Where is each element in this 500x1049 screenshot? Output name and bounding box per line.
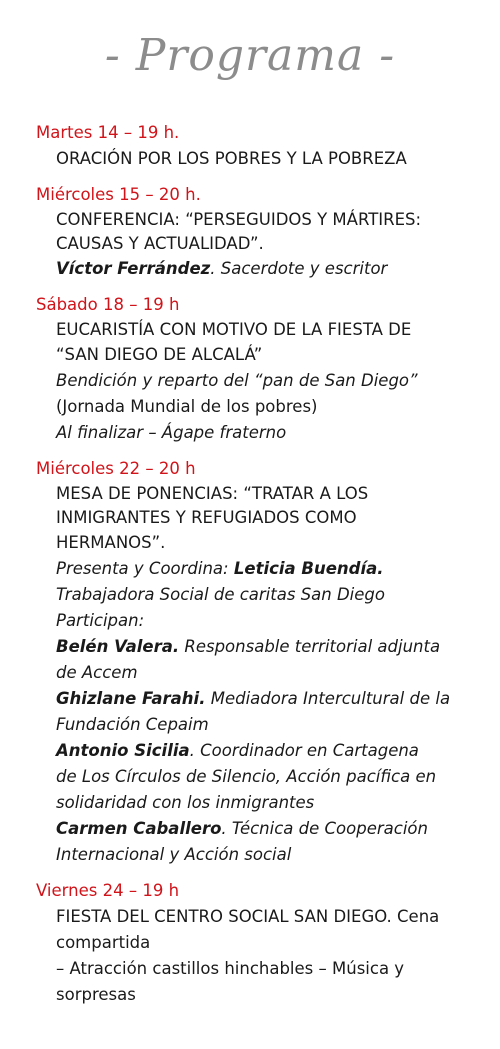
participant-name: Antonio Sicilia (56, 741, 190, 760)
participant-line (56, 686, 476, 712)
participant-role: Mediadora Intercultural de la (205, 689, 451, 708)
participant-role: . Coordinador en Cartagena (189, 741, 419, 760)
event-title-line: INMIGRANTES Y REFUGIADOS COMO (56, 508, 357, 527)
event-note: (Jornada Mundial de los pobres) (56, 397, 318, 416)
event-date: Miércoles 22 – 20 h (36, 459, 196, 478)
participant-line (56, 738, 476, 764)
speaker-name: Víctor Ferrández (56, 259, 211, 278)
event-date: Miércoles 15 – 20 h. (36, 185, 201, 204)
event-presenter (56, 556, 476, 582)
participant-role-cont: Fundación Cepaim (56, 715, 209, 734)
event-title: ORACIÓN POR LOS POBRES Y LA POBREZA (56, 149, 407, 168)
program-list (36, 120, 476, 1018)
presenter-role: Trabajadora Social de caritas San Diego (56, 585, 385, 604)
speaker-role: . Sacerdote y escritor (210, 259, 388, 278)
participant-role-cont: de Accem (56, 663, 138, 682)
participant-role-cont: solidaridad con los inmigrantes (56, 793, 315, 812)
participant-role-cont: de Los Círculos de Silencio, Acción pacífica en (56, 767, 437, 786)
participant-line (56, 634, 476, 660)
event-date: Viernes 24 – 19 h (36, 881, 180, 900)
event-miercoles-22 (36, 456, 476, 868)
event-date: Martes 14 – 19 h. (36, 123, 180, 142)
event-miercoles-15 (36, 182, 476, 282)
event-title-line: CAUSAS Y ACTUALIDAD”. (56, 234, 264, 253)
participant-name: Carmen Caballero (56, 819, 222, 838)
participants-label: Participan: (56, 611, 145, 630)
event-note: Bendición y reparto del “pan de San Diego” (56, 371, 418, 390)
event-date: Sábado 18 – 19 h (36, 295, 180, 314)
event-title-line: – Atracción castillos hinchables – Música y (56, 959, 405, 978)
event-title-line: CONFERENCIA: “PERSEGUIDOS Y MÁRTIRES: (56, 210, 422, 229)
participant-name: Ghizlane Farahi. (56, 689, 206, 708)
event-title-line: MESA DE PONENCIAS: “TRATAR A LOS (56, 484, 369, 503)
participant-role: . Técnica de Cooperación (221, 819, 428, 838)
event-title-line: sorpresas (56, 985, 136, 1004)
event-title-line: “SAN DIEGO DE ALCALÁ” (56, 345, 263, 364)
participant-role-cont: Internacional y Acción social (56, 845, 292, 864)
event-title-line: FIESTA DEL CENTRO SOCIAL SAN DIEGO. Cena (56, 907, 440, 926)
event-speaker (56, 256, 476, 282)
event-title-line: EUCARISTÍA CON MOTIVO DE LA FIESTA DE (56, 320, 412, 339)
participant-role: Responsable territorial adjunta (179, 637, 441, 656)
page-title: - Programa - (104, 30, 396, 81)
event-viernes-24 (36, 878, 476, 1008)
event-martes-14 (36, 120, 476, 172)
event-title-line: compartida (56, 933, 151, 952)
participant-line (56, 816, 476, 842)
presenter-name: Leticia Buendía. (233, 559, 384, 578)
event-note: Al finalizar – Ágape fraterno (56, 423, 287, 442)
presenter-prefix: Presenta y Coordina: (56, 559, 234, 578)
participant-name: Belén Valera. (56, 637, 180, 656)
event-title-line: HERMANOS”. (56, 533, 166, 552)
event-sabado-18 (36, 292, 476, 446)
